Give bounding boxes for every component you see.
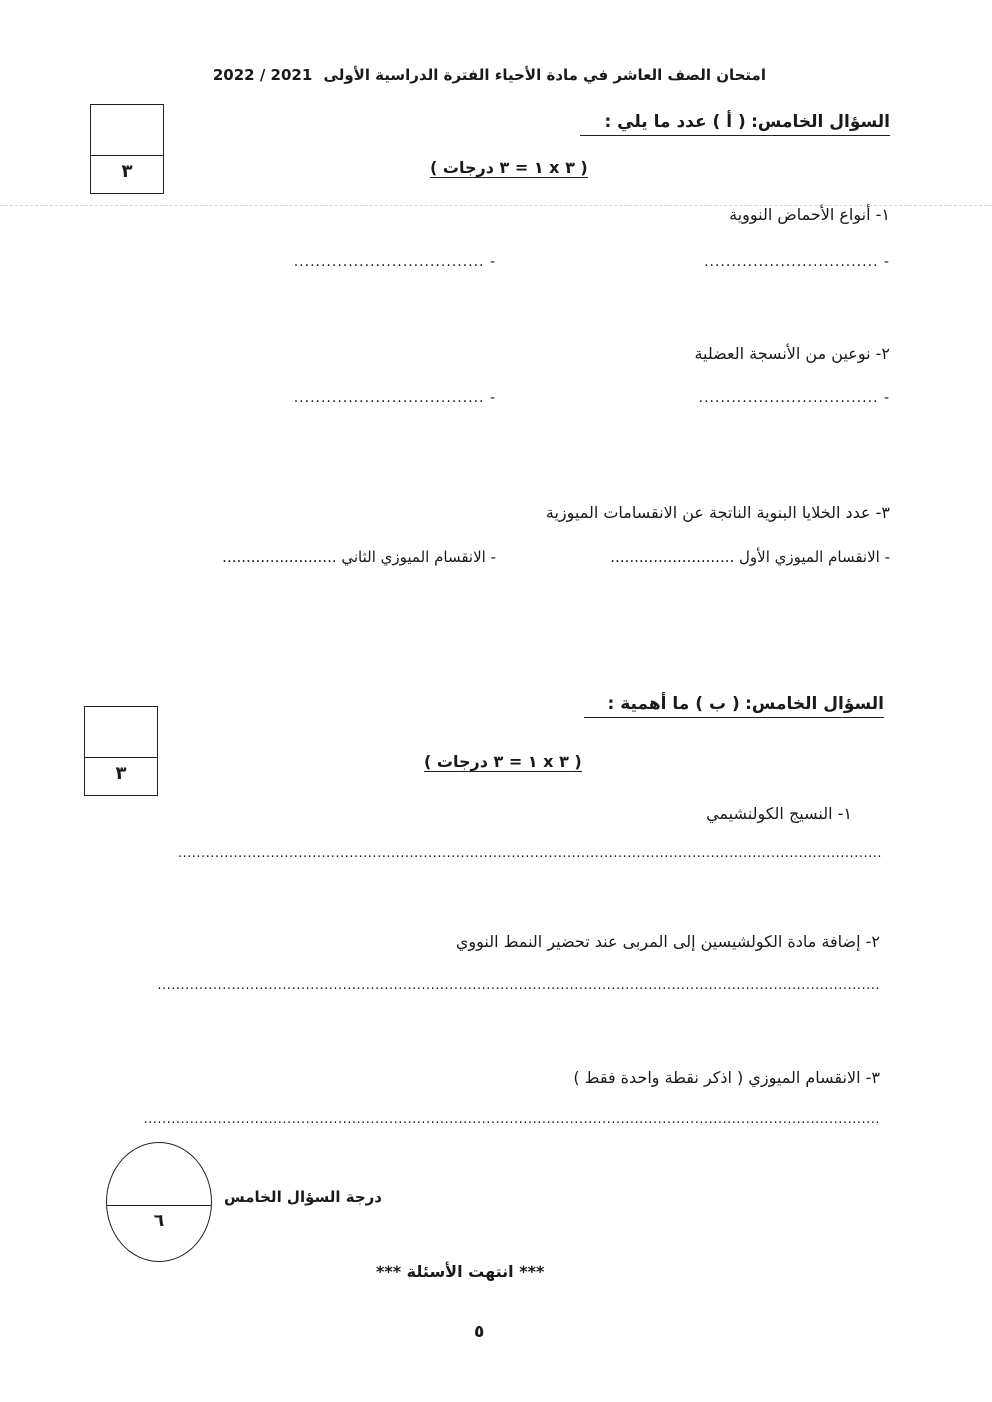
section-a-q1-answer-1: - ................................ <box>704 254 890 270</box>
section-b-score: ٣ <box>115 763 127 784</box>
section-b-heading <box>584 694 884 718</box>
section-b-q1-answer: ........................................................................................................................................................ <box>177 846 882 861</box>
section-b-title: السؤال الخامس: <box>745 694 884 714</box>
section-a-q2: ٢- نوعين من الأنسجة العضلية <box>694 344 890 363</box>
section-a-q1: ١- أنواع الأحماض النووية <box>729 205 890 224</box>
section-b-q1: ١- النسيج الكولنشيمي <box>706 804 852 823</box>
exam-year: 2021 / 2022 <box>212 66 313 84</box>
section-b-q2: ٢- إضافة مادة الكولشيسين إلى المربى عند تحضير النمط النووي <box>455 932 880 951</box>
exam-header <box>213 66 766 84</box>
section-a-subtitle: ( أ ) عدد ما يلي : <box>604 112 746 132</box>
section-a-q2-answer-2: - ................................... <box>293 390 496 406</box>
total-score-label: درجة السؤال الخامس <box>224 1188 382 1206</box>
section-b-marks: ( ٣ x ١ = ٣ درجات ) <box>424 752 582 771</box>
section-b-subtitle: ( ب ) ما أهمية : <box>607 694 740 714</box>
exam-title: امتحان الصف العاشر في مادة الأحياء الفترة الدراسية الأولى <box>323 66 766 84</box>
section-a-q3-answer-1: - الانقسام الميوزي الأول .......................... <box>610 548 890 566</box>
section-b-score-box <box>84 706 158 796</box>
section-a-score: ٣ <box>121 161 133 182</box>
section-a-title: السؤال الخامس: <box>751 112 890 132</box>
section-a-heading <box>580 112 890 136</box>
section-b-q3-answer: ............................................................................................................................................................... <box>143 1112 880 1127</box>
total-score-value: ٦ <box>153 1211 165 1231</box>
section-a-marks: ( ٣ x ١ = ٣ درجات ) <box>430 158 588 177</box>
section-a-q3-answer-2: - الانقسام الميوزي الثاني ........................ <box>222 548 496 566</box>
end-text: *** انتهت الأسئلة *** <box>376 1262 545 1281</box>
section-b-q2-answer: ............................................................................................................................................................ <box>157 978 880 993</box>
section-b-q3: ٣- الانقسام الميوزي ( اذكر نقطة واحدة فقط ) <box>573 1068 880 1087</box>
section-a-q3: ٣- عدد الخلايا البنوية الناتجة عن الانقسامات الميوزية <box>545 503 890 522</box>
section-a-q1-answer-2: - ................................... <box>293 254 496 270</box>
page-number: ٥ <box>474 1322 485 1342</box>
section-a-score-box <box>90 104 164 194</box>
total-score-circle <box>106 1142 212 1262</box>
section-a-q2-answer-1: - ................................. <box>698 390 890 406</box>
